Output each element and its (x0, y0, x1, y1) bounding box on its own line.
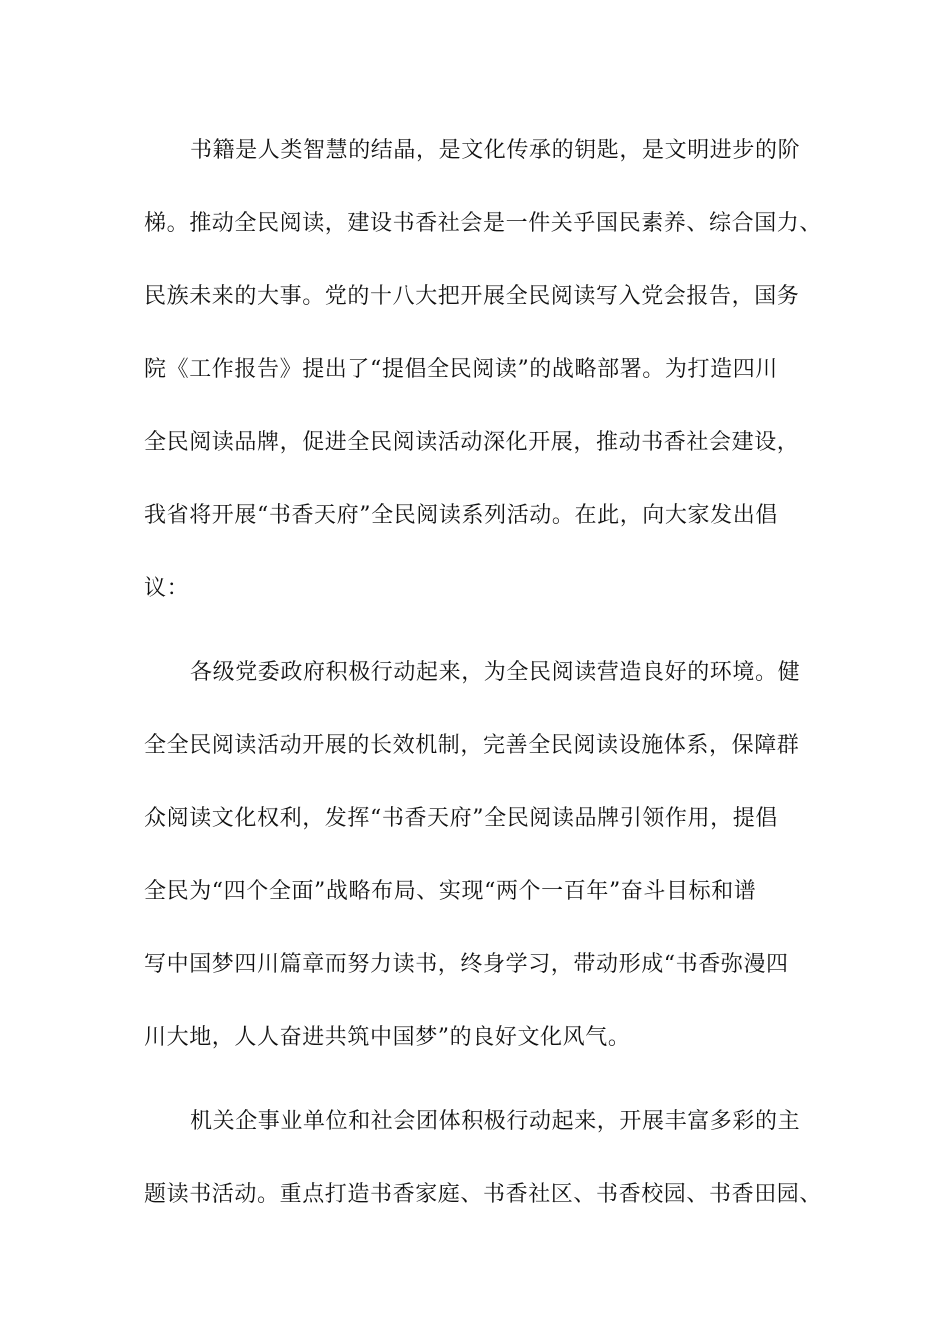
paragraph-3-line-1: 机关企事业单位和社会团体积极行动起来，开展丰富多彩的主 (190, 1109, 801, 1134)
paragraph-2-line-4: 全民为“四个全面”战略布局、实现“两个一百年”奋斗目标和谱 (144, 879, 757, 904)
paragraph-1-line-7: 议： (144, 576, 190, 601)
paragraph-2-line-2: 全全民阅读活动开展的长效机制，完善全民阅读设施体系，保障群 (144, 733, 800, 758)
paragraph-1-line-4: 院《工作报告》提出了“提倡全民阅读”的战略部署。为打造四川 (144, 357, 778, 382)
paragraph-3-line-2: 题读书活动。重点打造书香家庭、书香社区、书香校园、书香田园、 (144, 1182, 823, 1207)
paragraph-1-line-2: 梯。推动全民阅读，建设书香社会是一件关乎国民素养、综合国力、 (144, 211, 823, 236)
paragraph-2-line-6: 川大地，人人奋进共筑中国梦”的良好文化风气。 (144, 1025, 631, 1050)
paragraph-2-line-5: 写中国梦四川篇章而努力读书，终身学习，带动形成“书香弥漫四 (144, 952, 789, 977)
paragraph-1-line-6: 我省将开展“书香天府”全民阅读系列活动。在此，向大家发出倡 (144, 503, 778, 528)
paragraph-2-line-3: 众阅读文化权利，发挥“书香天府”全民阅读品牌引领作用，提倡 (144, 806, 778, 831)
paragraph-1-line-5: 全民阅读品牌，促进全民阅读活动深化开展，推动书香社会建设， (144, 430, 800, 455)
paragraph-1-line-3: 民族未来的大事。党的十八大把开展全民阅读写入党会报告，国务 (144, 284, 800, 309)
paragraph-2-line-1: 各级党委政府积极行动起来，为全民阅读营造良好的环境。健 (190, 660, 801, 685)
paragraph-1-line-1: 书籍是人类智慧的结晶，是文化传承的钥匙，是文明进步的阶 (190, 138, 801, 163)
